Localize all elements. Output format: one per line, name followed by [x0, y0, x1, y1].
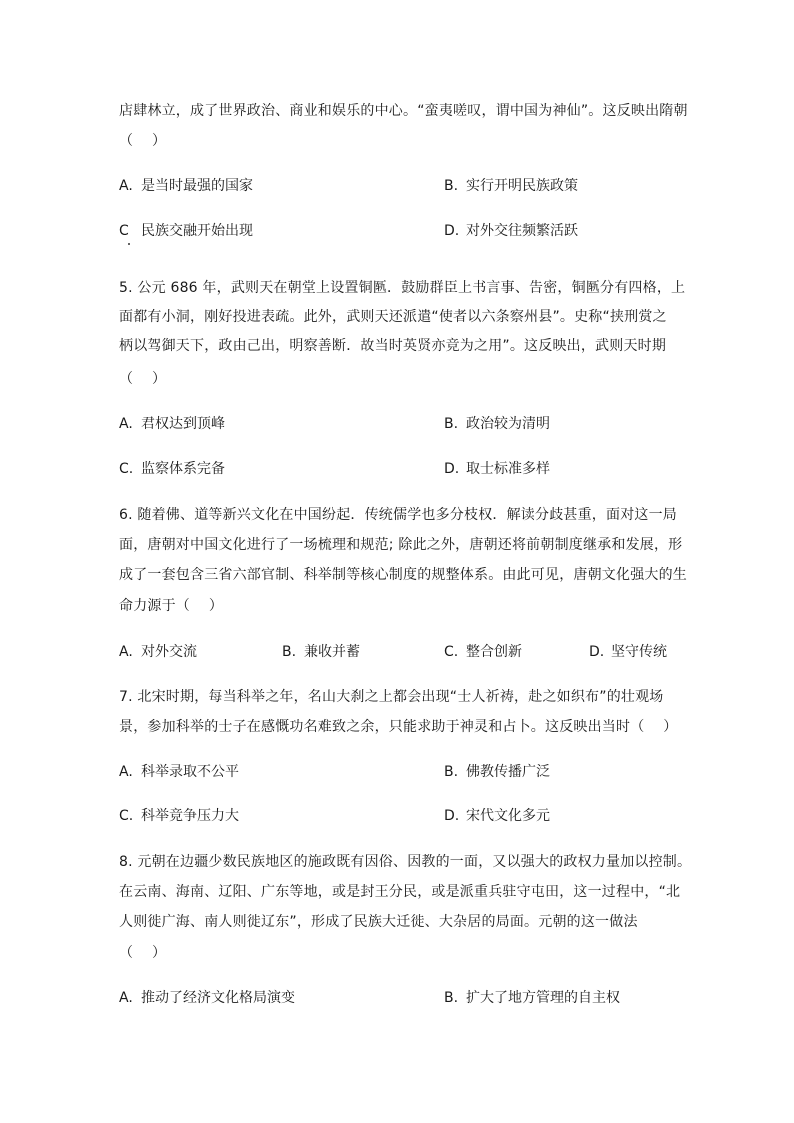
- option-text: 实行开明民族政策: [466, 178, 578, 194]
- option-letter: D.: [444, 223, 460, 239]
- option-letter: B.: [444, 416, 459, 432]
- q5-stem-line-4: （ ）: [119, 371, 167, 387]
- q4-option-a: [119, 176, 253, 196]
- option-text: 是当时最强的国家: [141, 178, 253, 194]
- q7-option-d: [444, 806, 550, 826]
- q6-stem-line-4: 命力源于（ ）: [119, 598, 224, 614]
- option-letter: D.: [444, 461, 460, 477]
- option-letter: B.: [444, 764, 459, 780]
- option-text: 监察体系完备: [141, 461, 225, 477]
- q6-stem-line-3: 成了一套包含三省六部官制、科举制等核心制度的规整体系。由此可见，唐朝文化强大的生: [119, 567, 687, 583]
- option-letter: A.: [119, 990, 133, 1006]
- option-text: 佛教传播广泛: [466, 764, 550, 780]
- q8-stem-line-1: 8. 元朝在边疆少数民族地区的施政既有因俗、因教的一面，又以强大的政权力量加以控制。: [119, 854, 692, 870]
- q8-option-a: [119, 988, 295, 1008]
- option-letter: A.: [119, 644, 133, 660]
- option-letter: A.: [119, 764, 133, 780]
- q7-option-b: [444, 762, 550, 782]
- q6-option-d: [589, 642, 667, 662]
- q7-stem-line-1: 7. 北宋时期，每当科举之年，名山大刹之上都会出现“士人祈祷，赴之如织布”的壮观场: [119, 689, 664, 705]
- q4-stem-line-1: 店肆林立，成了世界政治、商业和娱乐的中心。“蛮夷嗟叹，谓中国为神仙”。这反映出隋朝: [119, 103, 688, 119]
- option-letter: B.: [444, 990, 459, 1006]
- q5-stem-line-1: 5. 公元 686 年，武则天在朝堂上设置铜匦．鼓励群臣上书言事、告密，铜匦分有四格，上: [119, 280, 686, 296]
- q5-option-a: [119, 414, 225, 434]
- option-letter: B.: [444, 178, 459, 194]
- q4-option-b: [444, 176, 578, 196]
- option-text: 对外交往频繁活跃: [466, 223, 578, 239]
- option-text: 兼收并蓄: [304, 644, 360, 660]
- q6-option-b: [282, 642, 360, 662]
- option-text: 扩大了地方管理的自主权: [466, 990, 620, 1006]
- option-letter: D.: [444, 808, 460, 824]
- option-text: 取士标准多样: [466, 461, 550, 477]
- q6-stem-line-1: 6. 随着佛、道等新兴文化在中国纷起．传统儒学也多分枝权．解读分歧甚重，面对这一局: [119, 507, 678, 523]
- option-letter: A.: [119, 178, 133, 194]
- q5-stem-line-2: 面都有小洞，刚好投进表疏。此外，武则天还派遣“使者以六条察州县”。史称“挟刑赏之: [119, 309, 667, 325]
- option-text: 科举录取不公平: [141, 764, 239, 780]
- option-text: 推动了经济文化格局演变: [141, 990, 295, 1006]
- option-text: 对外交流: [141, 644, 197, 660]
- q6-option-a: [119, 642, 197, 662]
- option-text: 坚守传统: [611, 644, 667, 660]
- q8-stem-line-3: 人则徙广海、南人则徙辽东”，形成了民族大迁徙、大杂居的局面。元朝的这一做法: [119, 914, 638, 930]
- option-letter: B.: [282, 644, 297, 660]
- option-letter: C.: [119, 461, 134, 477]
- option-text: 整合创新: [466, 644, 522, 660]
- stray-dot-mark: [128, 243, 130, 245]
- option-letter: A.: [119, 416, 133, 432]
- q7-option-c: [119, 806, 239, 826]
- q5-stem-line-3: 柄以驾御天下，政由己出，明察善断．故当时英贤亦竞为之用”。这反映出，武则天时期: [119, 338, 667, 354]
- q8-stem-line-2: 在云南、海南、辽阳、广东等地，或是封王分民，或是派重兵驻守屯田，这一过程中，“北: [119, 884, 681, 900]
- q7-stem-line-2: 景，参加科举的士子在感慨功名难致之余，只能求助于神灵和占卜。这反映出当时（ ）: [119, 719, 678, 735]
- option-letter: C.: [444, 644, 459, 660]
- q8-stem-line-4: （ ）: [119, 945, 167, 961]
- q5-option-d: [444, 459, 550, 479]
- q4-option-c: [119, 221, 253, 241]
- q7-option-a: [119, 762, 239, 782]
- option-letter: C.: [119, 808, 134, 824]
- q8-option-b: [444, 988, 620, 1008]
- q4-stem-line-2: （ ）: [119, 133, 167, 149]
- option-text: 政治较为清明: [466, 416, 550, 432]
- option-text: 宋代文化多元: [466, 808, 550, 824]
- q6-stem-line-2: 面，唐朝对中国文化进行了一场梳理和规范; 除此之外，唐朝还将前朝制度继承和发展，形: [119, 537, 683, 553]
- q5-option-c: [119, 459, 225, 479]
- option-text: 科举竞争压力大: [141, 808, 239, 824]
- option-text: 民族交融开始出现: [141, 223, 253, 239]
- q4-option-d: [444, 221, 578, 241]
- q5-option-b: [444, 414, 550, 434]
- option-text: 君权达到顶峰: [141, 416, 225, 432]
- option-letter: D.: [589, 644, 605, 660]
- option-letter: C: [119, 223, 129, 239]
- q6-option-c: [444, 642, 522, 662]
